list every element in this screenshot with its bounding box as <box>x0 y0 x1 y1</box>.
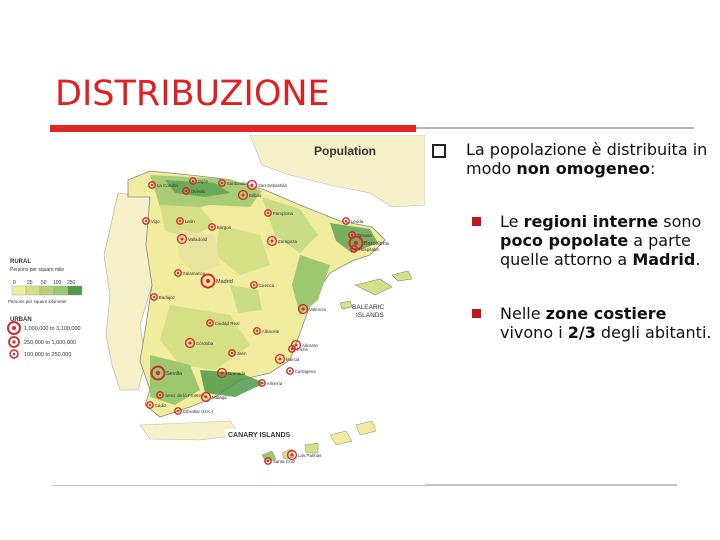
city-label: Murcia <box>285 357 300 362</box>
bullet-filled-square <box>472 309 481 318</box>
legend-tick: 250 <box>67 280 76 286</box>
legend-urban-item: 100,000 to 250,000 <box>24 352 72 358</box>
legend-tick: 25 <box>27 280 33 286</box>
city-label: Sevilla <box>166 371 183 377</box>
legend-rural-sub: Persons per square mile <box>10 267 65 273</box>
city-label: Las Palmas <box>297 453 322 458</box>
city-label: Cartagena <box>294 369 316 374</box>
canary-label: CANARY ISLANDS <box>228 432 291 439</box>
paragraph-main: La popolazione è distribuita in modo non omogeneo: <box>466 140 708 178</box>
city-label: Córdoba <box>195 341 214 346</box>
city-label: León <box>184 219 195 224</box>
city-label: Ciudad Real <box>214 321 240 326</box>
population-map <box>0 135 425 485</box>
title-underline-rule <box>416 127 694 129</box>
city-label: Alicante <box>301 343 318 348</box>
city-label: Badajoz <box>158 295 175 300</box>
slide-title: DISTRIBUZIONE <box>55 74 330 114</box>
city-label: Zaragoza <box>277 239 297 244</box>
bullet-hollow-square <box>432 144 446 158</box>
city-label: Vigo <box>150 219 160 224</box>
city-label: Pamplona <box>272 211 293 216</box>
legend-rural-label: RURAL <box>10 259 31 265</box>
city-label: Madrid <box>216 279 233 285</box>
city-label: Oviedo <box>190 189 205 194</box>
city-marker <box>157 392 206 398</box>
balearic-label-1: BALEARIC <box>352 304 385 311</box>
legend-urban-item: 250,000 to 1,000,000 <box>24 340 76 346</box>
legend-tick: 100 <box>53 280 62 286</box>
city-label: La Coruña <box>156 183 178 188</box>
city-label: Granada <box>227 371 246 376</box>
city-label: Valencia <box>308 307 326 312</box>
city-label: Tarrasa <box>356 233 372 238</box>
city-label: Burgos <box>216 225 231 230</box>
city-label: Bilbao <box>248 193 262 198</box>
city-label: Elche <box>296 347 308 352</box>
sub-bullet-2-text: Nelle zone costiere vivono i 2/3 degli abitanti. <box>500 304 712 342</box>
city-label: Valladolid <box>187 237 208 242</box>
city-label: Salamanca <box>182 271 206 276</box>
balearic-label-2: ISLANDS <box>356 312 384 319</box>
legend-tick: 50 <box>41 280 47 286</box>
city-label: Gijón <box>197 179 209 184</box>
legend-urban-item: 1,000,000 to 3,100,000 <box>24 326 81 332</box>
city-label: Santa Cruz <box>272 459 296 464</box>
legend-ticks-sub: Persons per square kilometer <box>8 299 67 304</box>
city-label: Santander <box>226 181 248 186</box>
city-label: Málaga <box>211 395 227 400</box>
city-label: Hospitalet <box>358 247 379 252</box>
city-label: Jerez de la Frontera <box>164 393 205 398</box>
city-label: San Sebastián <box>257 183 288 188</box>
legend-swatches <box>12 286 82 295</box>
city-label: Lérida <box>350 219 364 224</box>
city-label: Jaén <box>236 351 247 356</box>
city-marker <box>175 408 214 414</box>
city-label: Cádiz <box>154 403 167 408</box>
city-label: Gibraltar (U.K.) <box>182 409 213 414</box>
legend-tick: 0 <box>13 280 16 286</box>
city-label: Barcelona <box>364 241 389 247</box>
city-label: Albacete <box>261 329 280 334</box>
city-label: Almería <box>266 381 283 386</box>
sub-bullet-1-text: Le regioni interne sono poco popolate a parte quelle attorno a Madrid. <box>500 212 702 269</box>
title-underline-accent <box>50 125 416 132</box>
legend-urban-label: URBAN <box>10 317 32 323</box>
map-heading: Population <box>314 144 376 158</box>
city-label: Cuenca <box>258 283 275 288</box>
bullet-filled-square <box>472 217 481 226</box>
